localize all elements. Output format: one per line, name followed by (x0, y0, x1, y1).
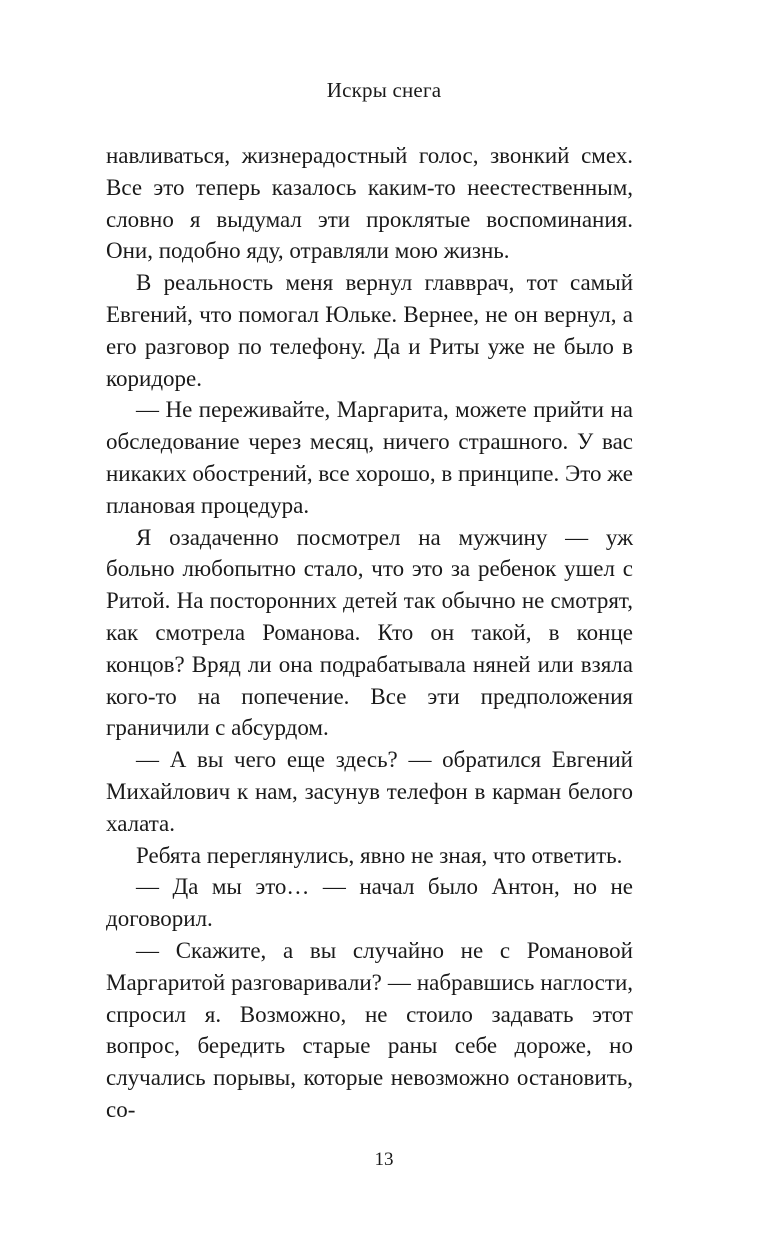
paragraph-8: — Скажите, а вы случайно не с Романовой Маргаритой разговаривали? — набравшись наглости, спросил я. Возможно, не стоило задавать этот вопрос, бередить старые раны себе дороже, но случались порывы, которые невозможно остановить, со- (106, 937, 633, 1122)
page-number: 13 (374, 1149, 394, 1170)
body-text (106, 140, 633, 1126)
running-head: Искры снега (326, 78, 442, 102)
paragraph-5: — А вы чего еще здесь? — обратился Евгений Михайлович к нам, засунув телефон в карман белого халата. (106, 747, 633, 836)
paragraph-2: В реальность меня вернул главврач, тот самый Евгений, что помогал Юльке. Вернее, не он вернул, а его разговор по телефону. Да и Риты уже не было в коридоре. (106, 270, 633, 391)
paragraph-6: Ребята переглянулись, явно не зная, что ответить. (136, 842, 623, 868)
paragraph-3: — Не переживайте, Маргарита, можете прийти на обследование через месяц, ничего страшного. У вас никаких обострений, все хорошо, в принципе. Это же плановая процедура. (106, 397, 633, 518)
paragraph-7: — Да мы это… — начал было Антон, но не договорил. (106, 874, 633, 932)
paragraph-4: Я озадаченно посмотрел на мужчину — уж больно любопытно стало, что это за ребенок ушел с Ритой. На посторонних детей так обычно не смотрят, как смотрела Романова. Кто он такой, в конце концов? Вряд ли она подрабатывала няней или взяла кого-то на попечение. Все эти предположения граничили с абсурдом. (106, 524, 633, 741)
paragraph-1: навливаться, жизнерадостный голос, звонкий смех. Все это теперь казалось каким-то неестественным, словно я выдумал эти проклятые воспоминания. Они, подобно яду, отравляли мою жизнь. (106, 143, 633, 264)
